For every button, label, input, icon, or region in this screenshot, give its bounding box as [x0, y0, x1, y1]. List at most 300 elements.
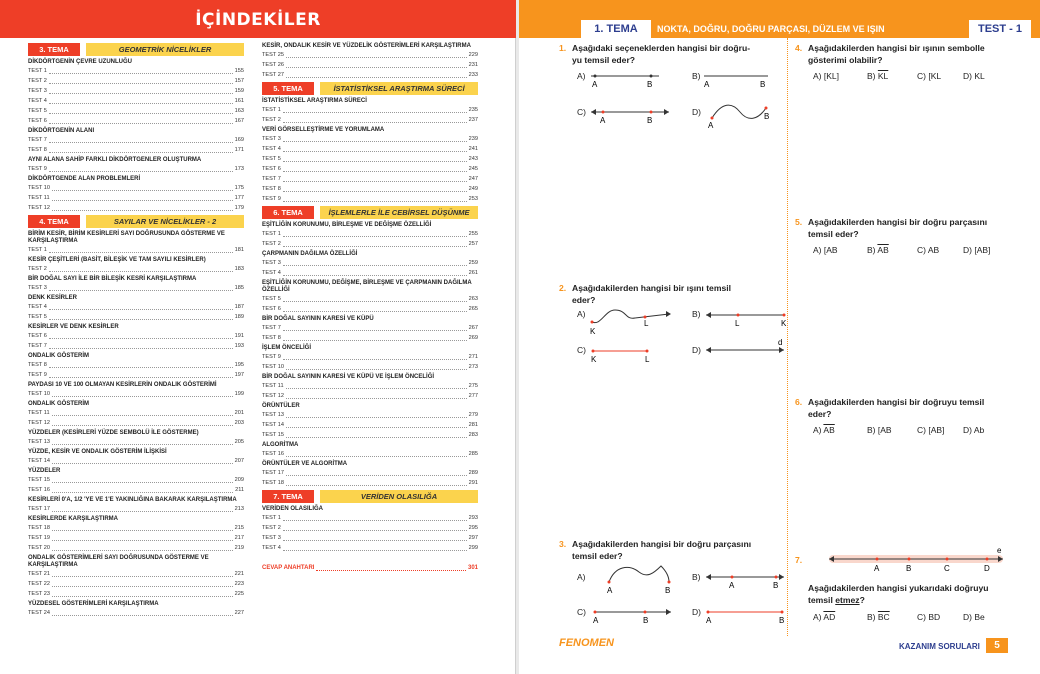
toc-entry-label: TEST 18 [28, 525, 50, 531]
toc-page-number: 221 [234, 571, 244, 577]
toc-entry[interactable] [262, 533, 478, 543]
dot-leader [283, 340, 467, 341]
toc-entry-label: TEST 8 [262, 186, 281, 192]
toc-entry[interactable] [262, 523, 478, 533]
toc-section-title: PAYDASI 10 VE 100 OLMAYAN KESİRLERİN ONDALIK GÖSTERİMİ [28, 382, 217, 388]
question-text: Aşağıdaki seçeneklerden hangisi bir doğru- yu temsil eder? [572, 43, 751, 65]
toc-page-number: 273 [468, 364, 478, 370]
toc-page-number: 241 [468, 146, 478, 152]
toc-section-title: YÜZDELER [28, 468, 61, 474]
figure-line-d [702, 336, 792, 362]
toc-entry-label: TEST 6 [262, 166, 281, 172]
toc-page-number: 275 [468, 383, 478, 389]
dot-leader [283, 530, 467, 531]
option-c[interactable]: C) AB [917, 245, 940, 255]
toc-page-number: 213 [234, 506, 244, 512]
toc-section-title: BİR DOĞAL SAYININ KARESİ VE KÜPÜ VE İŞLEM ÖNCELİĞİ [262, 374, 435, 380]
option-a[interactable]: A) [577, 71, 586, 81]
question-number: 4. [795, 43, 803, 53]
toc-entry-label: TEST 6 [28, 118, 47, 124]
dot-leader [52, 200, 233, 201]
option-d[interactable]: D) [692, 607, 701, 617]
point-label: C [944, 564, 950, 573]
dot-leader [49, 171, 233, 172]
dot-leader [286, 475, 467, 476]
toc-page-number: 183 [234, 266, 244, 272]
toc-entry[interactable] [28, 543, 244, 553]
toc-entry[interactable] [28, 331, 244, 341]
dot-leader [49, 348, 233, 349]
figure-segment [702, 70, 777, 90]
dot-leader [52, 596, 233, 597]
dot-leader [283, 246, 467, 247]
toc-entry-label: TEST 17 [28, 506, 50, 512]
toc-page-number: 181 [234, 247, 244, 253]
question-1 [559, 42, 784, 132]
toc-entry[interactable] [262, 184, 478, 194]
toc-entry[interactable] [262, 239, 478, 249]
toc-entry[interactable] [262, 174, 478, 184]
dot-leader [49, 103, 233, 104]
toc-entry[interactable] [262, 323, 478, 333]
dot-leader [49, 377, 233, 378]
toc-entry[interactable] [262, 410, 478, 420]
toc-page-number: 263 [468, 296, 478, 302]
toc-entry[interactable] [262, 60, 478, 70]
toc-page-number: 187 [234, 304, 244, 310]
toc-entry-label: TEST 11 [262, 383, 284, 389]
option-a[interactable]: A) $\overline{AD}$ [813, 612, 836, 622]
dot-leader [283, 359, 467, 360]
toc-entry[interactable] [262, 352, 478, 362]
figure-segment [702, 606, 792, 628]
toc-page-number: 281 [468, 422, 478, 428]
toc-entry[interactable] [262, 478, 478, 488]
dot-leader [49, 113, 233, 114]
toc-entry-label: TEST 12 [28, 420, 50, 426]
toc-entry[interactable] [262, 420, 478, 430]
dot-leader [286, 437, 467, 438]
option-a[interactable]: A) [577, 572, 586, 582]
toc-entry[interactable] [28, 569, 244, 579]
option-b[interactable]: B) [692, 309, 701, 319]
dot-leader [52, 492, 233, 493]
toc-section-title: YÜZDELER (KESİRLERİ YÜZDE SEMBOLÜ İLE GÖSTERME) [28, 430, 199, 436]
option-c[interactable]: C) [577, 607, 586, 617]
toc-entry[interactable] [262, 449, 478, 459]
toc-section-title: DİKDÖRTGENİN ÇEVRE UZUNLUĞU [28, 59, 133, 65]
toc-entry[interactable] [28, 86, 244, 96]
toc-page-number: 233 [468, 72, 478, 78]
toc-entry-label: TEST 21 [28, 571, 50, 577]
toc-entry-label: TEST 4 [28, 304, 47, 310]
toc-page-number: 175 [234, 185, 244, 191]
toc-entry-label: TEST 3 [28, 285, 47, 291]
dot-leader [49, 152, 233, 153]
toc-entry[interactable] [28, 96, 244, 106]
toc-section-title: İSTATİSTİKSEL ARAŞTIRMA SÜRECİ [262, 98, 367, 104]
toc-entry-label: TEST 9 [262, 354, 281, 360]
toc-entry[interactable] [262, 134, 478, 144]
toc-section-title: DİKDÖRTGENİN ALANI [28, 128, 95, 134]
toc-entry-label: TEST 8 [28, 147, 47, 153]
theme-number: 4. TEMA [28, 215, 80, 228]
option-b[interactable]: B) [AB [867, 425, 892, 435]
toc-entry[interactable] [28, 183, 244, 193]
footer-label: KAZANIM SORULARI [899, 642, 980, 651]
toc-entry[interactable] [28, 145, 244, 155]
toc-entry-label: TEST 1 [262, 231, 281, 237]
toc-entry-label: TEST 2 [262, 525, 281, 531]
option-c[interactable]: C) [577, 107, 586, 117]
toc-page-number: 157 [234, 78, 244, 84]
point-label: L [645, 355, 650, 364]
toc-entry-label: TEST 6 [28, 333, 47, 339]
toc-entry[interactable] [28, 475, 244, 485]
toc-entry[interactable] [262, 229, 478, 239]
tema-title: NOKTA, DOĞRU, DOĞRU PARÇASI, DÜZLEM VE IŞIN [657, 24, 885, 34]
point-label: K [590, 327, 596, 336]
toc-entry-label: TEST 15 [28, 477, 50, 483]
dot-leader [52, 396, 233, 397]
toc-entry-label: TEST 10 [262, 364, 284, 370]
toc-page-number: 171 [234, 147, 244, 153]
toc-entry[interactable] [28, 533, 244, 543]
option-c[interactable]: C) BD [917, 612, 941, 622]
point-label: B [764, 112, 770, 121]
toc-section-title: KESİRLERİ 0'A, 1/2 'YE VE 1'E YAKINLIĞINA BAKARAK KARŞILAŞTIRMA [28, 497, 237, 503]
dot-leader [52, 482, 233, 483]
toc-entry-label: TEST 16 [28, 487, 50, 493]
dot-leader [52, 425, 233, 426]
toc-page-number: 167 [234, 118, 244, 124]
point-label: B [665, 586, 671, 595]
toc-column-1 [28, 41, 244, 618]
question-number: 6. [795, 397, 803, 407]
question-text: Aşağıdakilerden hangisi bir ışının sembolle gösterimi olabilir? [808, 43, 985, 65]
toc-entry-label: TEST 4 [262, 545, 281, 551]
point-label: A [600, 116, 606, 125]
theme-number: 6. TEMA [262, 206, 314, 219]
theme-name: GEOMETRİK NİCELİKLER [86, 43, 244, 56]
option-d[interactable]: D) [692, 345, 701, 355]
toc-section-title: KESİR, ONDALIK KESİR VE YÜZDELİK GÖSTERİMLERİ KARŞILAŞTIRMA [262, 43, 471, 49]
toc-page-number: 271 [468, 354, 478, 360]
point-label: B [773, 581, 779, 590]
toc-entry[interactable] [28, 579, 244, 589]
dot-leader [49, 83, 233, 84]
toc-entry[interactable] [28, 485, 244, 495]
toc-page-number: 289 [468, 470, 478, 476]
option-d[interactable]: D) Be [963, 612, 985, 622]
figure-curve [589, 562, 679, 596]
dot-leader [49, 367, 233, 368]
toc-entry[interactable] [262, 430, 478, 440]
toc-entry[interactable] [262, 268, 478, 278]
dot-leader [286, 417, 467, 418]
toc-entry[interactable] [262, 362, 478, 372]
dot-leader [286, 369, 467, 370]
toc-page-number: 257 [468, 241, 478, 247]
figure-number-line [825, 546, 1010, 574]
dot-leader [286, 456, 467, 457]
toc-entry[interactable] [262, 194, 478, 204]
toc-entry-label: TEST 13 [28, 439, 50, 445]
toc-entry[interactable] [28, 608, 244, 618]
toc-entry-label: TEST 5 [28, 314, 47, 320]
toc-entry[interactable] [262, 50, 478, 60]
toc-entry-label: TEST 27 [262, 72, 284, 78]
dot-leader [283, 520, 467, 521]
dot-leader [283, 112, 467, 113]
toc-page-number: 191 [234, 333, 244, 339]
toc-entry[interactable] [262, 543, 478, 553]
toc-entry-label: TEST 2 [28, 78, 47, 84]
option-b[interactable]: B) $\overline{AB}$ [867, 245, 889, 255]
dot-leader [49, 142, 233, 143]
toc-entry[interactable] [28, 312, 244, 322]
toc-section-title: KESİR ÇEŞİTLERİ (BASİT, BİLEŞİK VE TAM SAYILI KESİRLER) [28, 257, 206, 263]
toc-section-title: ONDALIK GÖSTERİM [28, 353, 89, 359]
toc-page-number: 301 [467, 565, 478, 571]
theme-name: VERİDEN OLASILIĞA [320, 490, 478, 503]
toc-page-number: 207 [234, 458, 244, 464]
tema-badge: 1. TEMA [581, 20, 651, 38]
toc-entry[interactable] [262, 258, 478, 268]
toc-entry-label: TEST 1 [28, 247, 47, 253]
toc-entry[interactable] [28, 504, 244, 514]
point-label: A [593, 616, 599, 625]
toc-entry[interactable] [28, 164, 244, 174]
toc-entry[interactable] [28, 302, 244, 312]
dot-leader [52, 586, 233, 587]
toc-entry[interactable] [28, 264, 244, 274]
toc-section-title: KESİRLERDE KARŞILAŞTIRMA [28, 516, 119, 522]
figure-curve-ray [589, 304, 679, 336]
point-label: A [592, 80, 598, 89]
toc-entry[interactable] [262, 164, 478, 174]
option-a[interactable]: A) [AB [813, 245, 838, 255]
toc-entry[interactable] [262, 391, 478, 401]
toc-page-number: 259 [468, 260, 478, 266]
point-label: B [906, 564, 912, 573]
dot-leader [283, 275, 467, 276]
toc-entry[interactable] [28, 360, 244, 370]
toc-page-number: 197 [234, 372, 244, 378]
theme-header [28, 215, 244, 228]
toc-section-title: YÜZDESEL GÖSTERİMLERİ KARŞILAŞTIRMA [28, 601, 159, 607]
toc-page-number: 193 [234, 343, 244, 349]
dot-leader [49, 93, 233, 94]
point-label: A [704, 80, 710, 89]
theme-name: İŞLEMLERLE İLE CEBİRSEL DÜŞÜNME [320, 206, 478, 219]
option-d[interactable]: D) Ab [963, 425, 985, 435]
toc-entry-label: TEST 6 [262, 306, 281, 312]
toc-page-number: 185 [234, 285, 244, 291]
toc-entry-label: TEST 9 [262, 196, 281, 202]
toc-entry[interactable] [28, 76, 244, 86]
toc-entry[interactable] [262, 468, 478, 478]
toc-entry[interactable] [28, 116, 244, 126]
toc-section-title: YÜZDE, KESİR VE ONDALIK GÖSTERİM İLİŞKİSİ [28, 449, 167, 455]
option-a[interactable]: A) [577, 309, 586, 319]
toc-entry[interactable] [28, 203, 244, 213]
option-b[interactable]: B) [692, 71, 701, 81]
dot-leader [52, 210, 233, 211]
toc-entry[interactable] [28, 106, 244, 116]
dot-leader [283, 181, 467, 182]
toc-page-number: 279 [468, 412, 478, 418]
toc-entry[interactable] [262, 513, 478, 523]
toc-page-number: 203 [234, 420, 244, 426]
figure-line-segment [589, 70, 664, 90]
theme-header [262, 490, 478, 503]
toc-page-number: 199 [234, 391, 244, 397]
toc-page-number: 195 [234, 362, 244, 368]
toc-entry-label: TEST 5 [262, 156, 281, 162]
toc-entry[interactable] [28, 408, 244, 418]
option-d[interactable]: D) [AB] [963, 245, 991, 255]
toc-entry[interactable] [28, 245, 244, 255]
dot-leader [283, 550, 467, 551]
theme-name: SAYILAR VE NİCELİKLER - 2 [86, 215, 244, 228]
toc-section-title: ONDALIK GÖSTERİM [28, 401, 89, 407]
question-text: Aşağıdakilerden hangisi bir doğruyu temsil eder? [808, 397, 985, 419]
toc-entry[interactable] [262, 144, 478, 154]
toc-answer-key-row[interactable] [262, 563, 478, 573]
toc-entry[interactable] [28, 135, 244, 145]
toc-entry[interactable] [262, 154, 478, 164]
option-a[interactable]: A) $\overline{AB}$ [813, 425, 835, 435]
toc-section-title: VERİ GÖRSELLEŞTİRME VE YORUMLAMA [262, 127, 385, 133]
toc-page-number: 247 [468, 176, 478, 182]
toc-entry[interactable] [28, 437, 244, 447]
toc-entry-label: TEST 4 [28, 98, 47, 104]
publisher-logo: FENOMEN [559, 637, 614, 649]
page-number: 5 [986, 638, 1008, 653]
question-number: 3. [559, 539, 567, 549]
dot-leader [286, 427, 467, 428]
question-number: 7. [795, 555, 803, 565]
option-b[interactable]: B) $\overline{KL}$ [867, 71, 889, 81]
toc-entry-label: TEST 3 [262, 136, 281, 142]
dot-leader [52, 415, 233, 416]
option-c[interactable]: C) [KL [917, 71, 942, 81]
toc-entry-label: TEST 19 [28, 535, 50, 541]
toc-section-title: BİR DOĞAL SAYININ KARESİ VE KÜPÜ [262, 316, 374, 322]
dot-leader [283, 540, 467, 541]
question-3 [559, 538, 784, 633]
toc-section-title: BİRİM KESİR, BİRİM KESİRLERİ SAYI DOĞRUSUNDA GÖSTERME VE KARŞILAŞTIRMA [28, 231, 225, 244]
toc-entry[interactable] [262, 70, 478, 80]
dot-leader [283, 301, 467, 302]
toc-page-number: 265 [468, 306, 478, 312]
figure-line [702, 571, 792, 593]
dot-leader [283, 191, 467, 192]
dot-leader [52, 550, 233, 551]
dot-leader [49, 319, 233, 320]
point-label: A [874, 564, 880, 573]
toc-page-number: 229 [468, 52, 478, 58]
toc-page-number: 245 [468, 166, 478, 172]
toc-section-title: VERİDEN OLASILIĞA [262, 506, 324, 512]
dot-leader [316, 570, 466, 571]
toc-column-2 [262, 41, 478, 573]
question-text: Aşağıdakilerden hangisi bir doğru parçasını temsil eder? [572, 539, 752, 561]
question-number: 1. [559, 43, 567, 53]
toc-entry[interactable] [28, 523, 244, 533]
figure-ray [702, 308, 792, 330]
toc-section-title: KESİRLER VE DENK KESİRLER [28, 324, 119, 330]
toc-entry-label: TEST 4 [262, 270, 281, 276]
toc-page-number: 239 [468, 136, 478, 142]
point-label: K [781, 319, 787, 328]
option-d[interactable]: D) [692, 107, 701, 117]
toc-page-number: 219 [234, 545, 244, 551]
theme-name: İSTATİSTİKSEL ARAŞTIRMA SÜRECİ [320, 82, 478, 95]
option-b[interactable]: B) $\overline{BC}$ [867, 612, 890, 622]
toc-entry[interactable] [262, 381, 478, 391]
toc-entry[interactable] [28, 389, 244, 399]
toc-entry[interactable] [28, 418, 244, 428]
point-label: B [643, 616, 649, 625]
toc-page-number: 155 [234, 68, 244, 74]
toc-page-number: 249 [468, 186, 478, 192]
toc-page-number: 299 [468, 545, 478, 551]
dot-leader [286, 485, 467, 486]
toc-page-number: 291 [468, 480, 478, 486]
option-d[interactable]: D) KL [963, 71, 985, 81]
dot-leader [52, 511, 233, 512]
toc-entry[interactable] [28, 589, 244, 599]
theme-number: 3. TEMA [28, 43, 80, 56]
toc-entry[interactable] [262, 115, 478, 125]
toc-page-number: 179 [234, 205, 244, 211]
question-5 [795, 216, 1035, 261]
toc-entry[interactable] [28, 283, 244, 293]
toc-entry-label: TEST 17 [262, 470, 284, 476]
dot-leader [49, 271, 233, 272]
toc-section-title: DENK KESİRLER [28, 295, 78, 301]
toc-entry-label: TEST 1 [262, 107, 281, 113]
dot-leader [283, 330, 467, 331]
theme-header [262, 206, 478, 219]
toc-entry[interactable] [28, 370, 244, 380]
dot-leader [52, 530, 233, 531]
option-c[interactable]: C) [577, 345, 586, 355]
toc-entry-label: TEST 5 [262, 296, 281, 302]
toc-entry[interactable] [262, 105, 478, 115]
toc-entry[interactable] [28, 341, 244, 351]
toc-entry[interactable] [28, 193, 244, 203]
option-a[interactable]: A) [KL] [813, 71, 839, 81]
toc-entry[interactable] [28, 66, 244, 76]
toc-page-number: 283 [468, 432, 478, 438]
toc-entry[interactable] [262, 294, 478, 304]
line-label: e [997, 546, 1002, 555]
point-label: L [735, 319, 740, 328]
option-b[interactable]: B) [692, 572, 701, 582]
toc-entry-label: TEST 16 [262, 451, 284, 457]
toc-entry-label: TEST 7 [262, 325, 281, 331]
toc-entry[interactable] [262, 304, 478, 314]
toc-entry[interactable] [28, 456, 244, 466]
option-c[interactable]: C) [AB] [917, 425, 945, 435]
dot-leader [49, 338, 233, 339]
toc-entry[interactable] [262, 333, 478, 343]
toc-page-number: 297 [468, 535, 478, 541]
toc-entry-label: TEST 2 [262, 117, 281, 123]
